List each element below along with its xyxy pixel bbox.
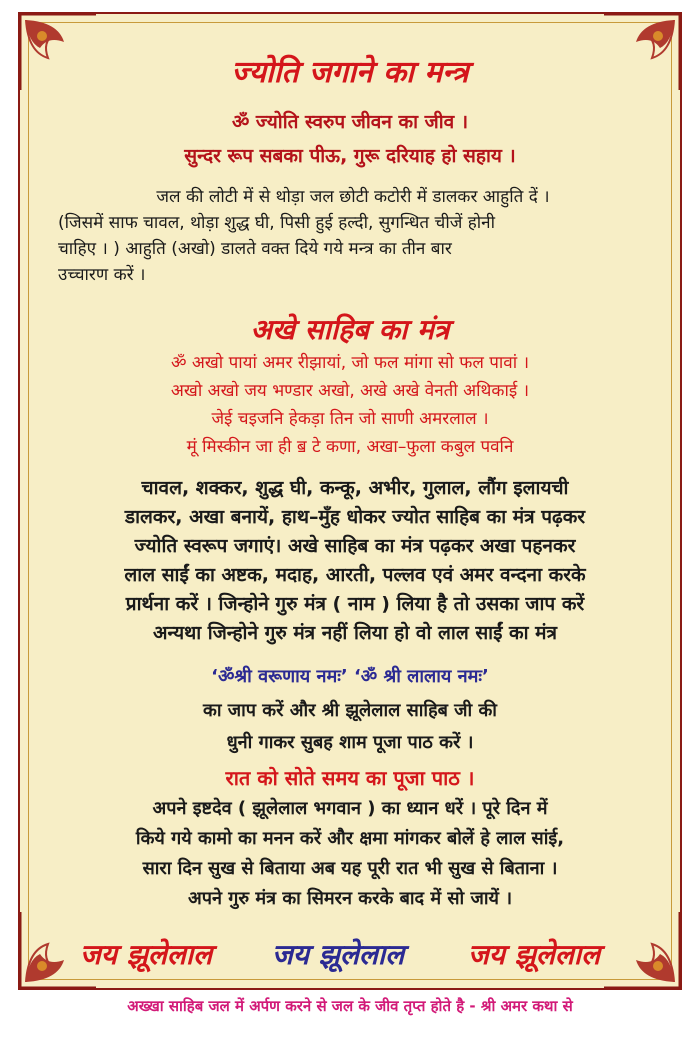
- jai-jhulelal-right: जय झूलेलाल: [468, 938, 601, 971]
- varun-mantra: ‘ॐश्री वरूणाय नमः’ ‘ॐ श्री लालाय नमः’: [211, 666, 489, 687]
- jap-line: धुनी गाकर सुबह शाम पूजा पाठ करें ।: [226, 732, 474, 753]
- title-jyoti-mantra: ज्योति जगाने का मन्त्र: [231, 55, 469, 90]
- paragraph-line: ज्योति स्वरूप जगाएं। अखे साहिब का मंत्र पढ़कर अखा पहनकर: [134, 535, 576, 557]
- night-puja-heading: रात को सोते समय का पूजा पाठ ।: [225, 766, 475, 790]
- corner-ornament-icon: [602, 910, 682, 990]
- jai-jhulelal-center: जय झूलेलाल: [272, 938, 405, 971]
- paragraph-line: जल की लोटी में से थोड़ा जल छोटी कटोरी में डालकर आहुति दें ।: [156, 187, 550, 207]
- verse-line: मूं मिस्कीन जा ही ॿ टे कणा, अखा–फुला कबुल पवनि: [186, 437, 514, 457]
- paragraph-line: उच्चारण करें ।: [58, 265, 146, 285]
- mantra-line: सुन्दर रूप सबका पीऊ, गुरू दरियाह हो सहाय ।: [184, 145, 516, 167]
- paragraph-line: (जिसमें साफ चावल, थोड़ा शुद्ध घी, पिसी हुई हल्दी, सुगन्धित चीजें होनी: [58, 213, 496, 233]
- paragraph-line: डालकर, अखा बनायें, हाथ–मुँह धोकर ज्योत साहिब का मंत्र पढ़कर: [124, 506, 586, 528]
- paragraph-line: चावल, शक्कर, शुद्ध घी, कन्कू, अभीर, गुलाल, लौंग इलायची: [141, 477, 569, 499]
- footer-caption: अख्खा साहिब जल में अर्पण करने से जल के जीव तृप्त होते है - श्री अमर कथा से: [127, 997, 573, 1015]
- paragraph-line: प्रार्थना करें । जिन्होने गुरु मंत्र ( नाम ) लिया है तो उसका जाप करें: [125, 593, 585, 615]
- procedure-paragraph: [50, 474, 660, 648]
- night-puja-line: अपने इष्टदेव ( झूलेलाल भगवान ) का ध्यान धरें । पूरे दिन में: [152, 798, 548, 819]
- jap-line: का जाप करें और श्री झूलेलाल साहिब जी की: [203, 700, 497, 721]
- jai-jhulelal-left: जय झूलेलाल: [80, 938, 213, 971]
- verse-line: जेई चइजनि हेकड़ा तिन जो साणी अमरलाल ।: [211, 409, 489, 429]
- mantra-line: ॐ ज्योति स्वरुप जीवन का जीव ।: [231, 111, 469, 133]
- paragraph-line: लाल साईं का अष्टक, मदाह, आरती, पल्लव एवं अमर वन्दना करके: [124, 564, 586, 586]
- verse-line: अखो अखो जय भण्डार अखो, अखे अखे वेनती अथिकाई ।: [170, 381, 530, 401]
- paragraph-line: अन्यथा जिन्होने गुरु मंत्र नहीं लिया हो वो लाल साईं का मंत्र: [152, 622, 558, 644]
- title-akhe-sahib-mantra: अखे साहिब का मंत्र: [250, 313, 450, 346]
- instruction-paragraph: [58, 184, 648, 288]
- night-puja-line: सारा दिन सुख से बिताया अब यह पूरी रात भी सुख से बिताना ।: [142, 858, 558, 879]
- night-puja-line: किये गये कामो का मनन करें और क्षमा मांगकर बोलें हे लाल सांई,: [135, 828, 565, 849]
- verse-line: ॐ अखो पायां अमर रीझायां, जो फल मांगा सो फल पावां ।: [170, 353, 530, 373]
- paragraph-line: चाहिए । ) आहुति (अखो) डालते वक्त दिये गये मन्त्र का तीन बार: [58, 239, 452, 259]
- night-puja-line: अपने गुरु मंत्र का सिमरन करके बाद में सो जायें ।: [187, 888, 513, 909]
